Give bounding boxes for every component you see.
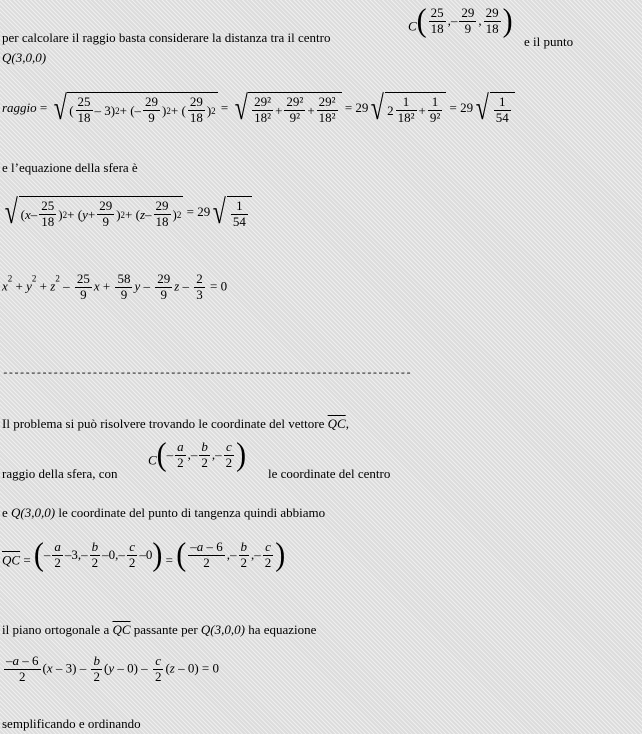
text-line: raggio della sfera, con: [2, 466, 118, 481]
text-line: il piano ortogonale a $\overline{QC}$ passante per Q(3,0,0) ha equazione: [2, 622, 317, 637]
text-line: e Q(3,0,0) le coordinate del punto di tangenza quindi abbiamo: [2, 505, 326, 520]
radius-formula: raggio = √ ( $\frac{25}{18}$ – 3) 2 + (– $\frac{29}{9}$ ) 2 + ( $\frac{29}{18}$ ) 2 = √ $\frac{\text{29²}}{\text{18²}}$ + $\frac{\text{29²}}{\text{9²}}$ + $\frac{\text{29²}}{\text{18²}}$ = 29 √ 2 $\frac{1}{\text{18²}}$ + $\frac{1}{\text{9²}}$ = 29 √ $\frac{1}{54}$: [2, 92, 515, 126]
sphere-expanded: $x^2 + y^2 + z^2$ – $\frac{25}{9}$ x + $\frac{58}{9}$ y – $\frac{29}{9}$ z – $\frac{2}{3}$ = 0: [2, 271, 228, 302]
plane-equation: $\frac{-a - 6}{2}$ (x – 3) – $\frac{b}{2}$ (y – 0) – $\frac{c}{2}$ (z – 0) = 0: [6, 653, 220, 684]
text-line: e il punto: [524, 34, 574, 49]
separator-line: -------------------------------------------------------------------------: [2, 368, 411, 380]
text-line: le coordinate del centro: [268, 466, 391, 481]
text-line: e l’equazione della sfera è: [2, 160, 138, 175]
center-formula: C ( $\frac{25}{18}$ ,– $\frac{29}{9}$ , $\frac{29}{18}$ ): [408, 2, 513, 40]
text-line: semplificando e ordinando: [2, 716, 141, 731]
text-line: Il problema si può risolvere trovando le coordinate del vettore $\overline{QC}$,: [2, 416, 349, 431]
text-line: [2, 30, 330, 46]
sphere-equation: √ ( x – $\frac{25}{18}$ ) 2 + ( y + $\frac{29}{9}$ ) 2 + ( z – $\frac{29}{18}$ ) 2 = 29 √ $\frac{1}{54}$: [2, 196, 252, 230]
text-line: Q(3,0,0): [2, 50, 47, 65]
center-param-formula: C ( – $\frac{a}{2}$ ,– $\frac{b}{2}$ ,– $\frac{c}{2}$ ): [148, 436, 247, 474]
paragraph-text: per calcolare il raggio basta considerare la distanza tra il centro: [2, 30, 331, 45]
vector-qc-formula: $\overline{QC}$ = ( – $\frac{a}{2}$ –3,– $\frac{b}{2}$ –0,– $\frac{c}{2}$ –0 ) = ( $\frac{-a - 6}{2}$ ,– $\frac{b}{2}$ ,– $\frac{c}{2}$ ): [2, 536, 286, 574]
